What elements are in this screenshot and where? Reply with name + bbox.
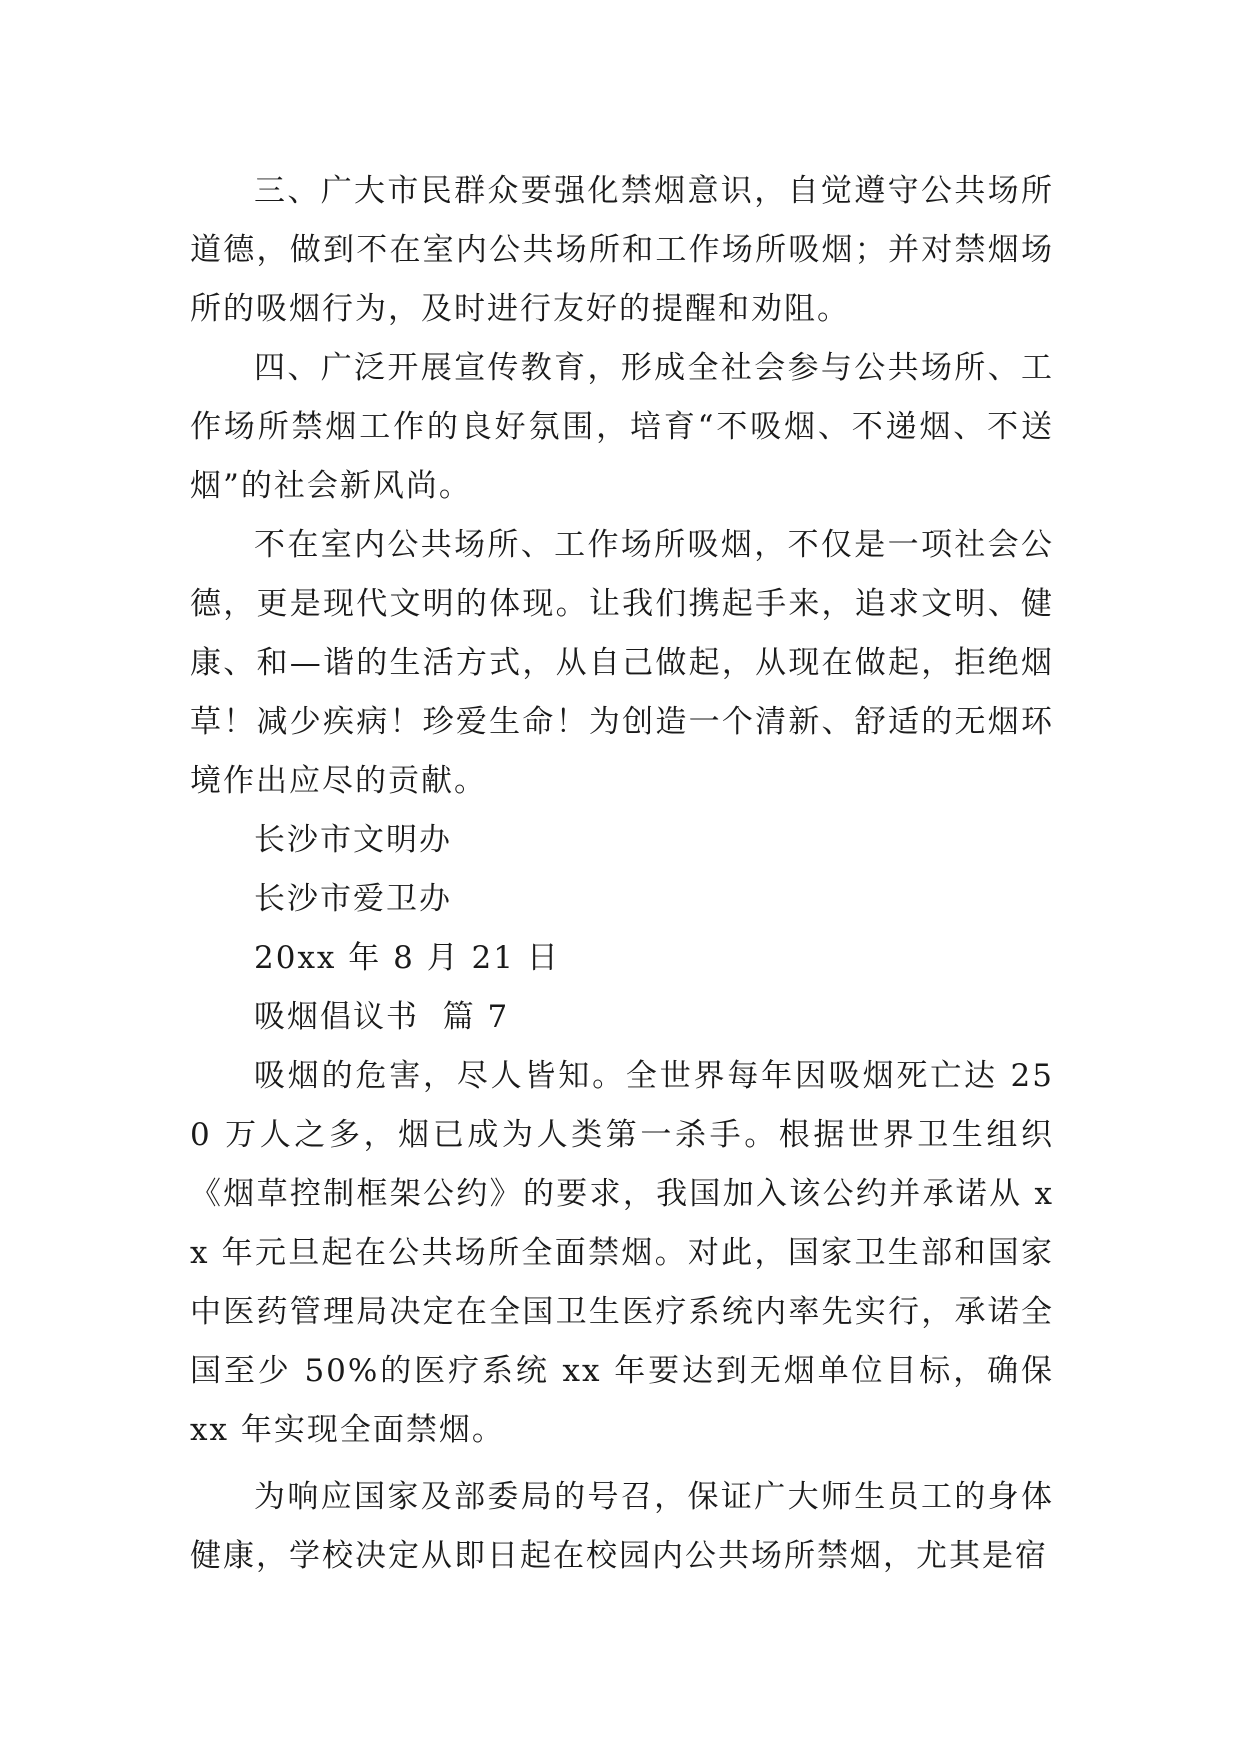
- paragraph-point-four: 四、广泛开展宣传教育，形成全社会参与公共场所、工作场所禁烟工作的良好氛围，培育“不吸烟、不递烟、不送烟”的社会新风尚。: [190, 350, 1054, 504]
- section-title: 吸烟倡议书 篇 7: [254, 999, 510, 1035]
- section-paragraph-intro: 吸烟的危害，尽人皆知。全世界每年因吸烟死亡达 250 万人之多，烟已成为人类第一杀手。根据世界卫生组织《烟草控制框架公约》的要求，我国加入该公约并承诺从 xx 年元旦起在公共场所全面禁烟。对此，国家卫生部和国家中医药管理局决定在全国卫生医疗系统内率先实行，承诺全国至少 50%的医疗系统 xx 年要达到无烟单位目标，确保 xx 年实现全面禁烟。: [190, 1058, 1054, 1448]
- signature-date: 20xx 年 8 月 21 日: [254, 940, 560, 976]
- paragraph-closing: 不在室内公共场所、工作场所吸烟，不仅是一项社会公德，更是现代文明的体现。让我们携起手来，追求文明、健康、和—谐的生活方式，从自己做起，从现在做起，拒绝烟草！减少疾病！珍爱生命！为创造一个清新、舒适的无烟环境作出应尽的贡献。: [190, 527, 1054, 799]
- signature-org-health-office: 长沙市爱卫办: [254, 881, 452, 917]
- signature-org-civilization-office: 长沙市文明办: [254, 822, 452, 858]
- document-body: [190, 162, 1054, 1586]
- section-paragraph-school: 为响应国家及部委局的号召，保证广大师生员工的身体健康，学校决定从即日起在校园内公共场所禁烟，尤其是宿: [190, 1479, 1054, 1574]
- paragraph-point-three: 三、广大市民群众要强化禁烟意识，自觉遵守公共场所道德，做到不在室内公共场所和工作场所吸烟；并对禁烟场所的吸烟行为，及时进行友好的提醒和劝阻。: [190, 173, 1054, 327]
